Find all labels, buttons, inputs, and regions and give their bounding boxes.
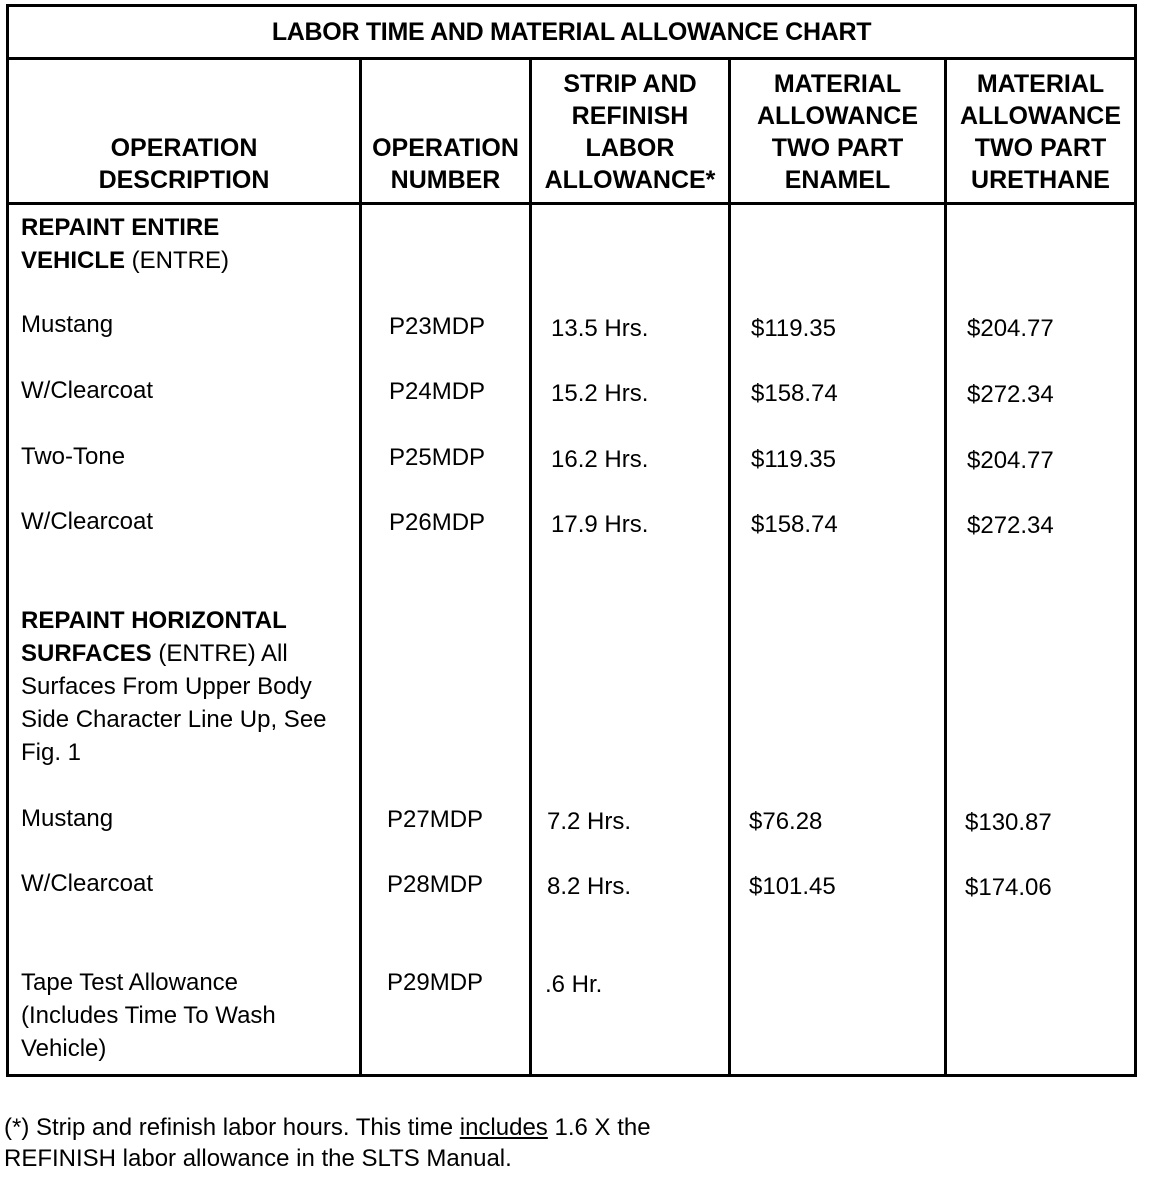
row-labor: 15.2 Hrs. [551,380,649,407]
row-urethane: $130.87 [965,809,1052,836]
row-desc: Mustang [21,805,114,832]
row-op-number: P24MDP [389,378,486,405]
row-enamel: $158.74 [751,380,838,407]
header-line: DESCRIPTION [98,166,270,194]
header-line: MATERIAL [976,70,1105,98]
header-enamel-allowance [731,60,944,202]
row-labor: .6 Hr. [545,971,603,998]
row-enamel: $76.28 [749,808,823,835]
row-urethane: $204.77 [967,447,1054,474]
row-desc: Two-Tone [21,443,126,470]
header-labor-allowance [532,60,728,202]
row-enamel: $158.74 [751,511,838,538]
row-desc: W/Clearcoat [21,870,154,897]
row-labor: 8.2 Hrs. [547,873,632,900]
row-op-number: P28MDP [387,871,484,898]
row-labor: 16.2 Hrs. [551,446,649,473]
header-line: ENAMEL [784,166,891,194]
row-labor: 13.5 Hrs. [551,315,649,342]
header-line: OPERATION [110,134,258,162]
header-line: MATERIAL [773,70,902,98]
column-divider [359,57,362,1074]
row-urethane: $204.77 [967,315,1054,342]
column-divider [944,57,947,1074]
section-subtitle: (ENTRE) [125,247,230,274]
header-line: ALLOWANCE [756,102,919,130]
footnote-text: 1.6 X the REFINISH labor allowance in the SLTS Manual. [4,1114,651,1172]
row-op-number: P29MDP [387,969,484,996]
row-op-number: P26MDP [389,509,486,536]
row-urethane: $174.06 [965,874,1052,901]
row-desc: W/Clearcoat [21,508,154,535]
section-subtitle: (ENTRE) All Surfaces From Upper Body Side Character Line Up, See Fig. 1 [21,640,327,766]
header-divider [9,202,1134,205]
header-operation-description [9,60,359,202]
row-desc: W/Clearcoat [21,377,154,404]
row-op-number: P27MDP [387,806,484,833]
footnote [4,1112,664,1174]
header-line: ALLOWANCE [959,102,1122,130]
header-line: REFINISH [571,102,689,130]
row-desc: Mustang [21,311,114,338]
header-line: URETHANE [971,166,1110,194]
row-enamel: $101.45 [749,873,836,900]
section-repaint-horizontal [21,604,361,769]
chart-title: LABOR TIME AND MATERIAL ALLOWANCE CHART [9,7,1134,60]
header-line: TWO PART [771,134,904,162]
labor-allowance-chart [6,4,1137,1077]
row-labor: 17.9 Hrs. [551,511,649,538]
row-op-number: P23MDP [389,313,486,340]
header-line: LABOR [585,134,675,162]
row-urethane: $272.34 [967,381,1054,408]
column-divider [728,57,731,1074]
section-repaint-entire [21,211,261,277]
section-title: REPAINT ENTIRE VEHICLE [21,214,220,274]
row-desc: Tape Test Allowance (Includes Time To Wash Vehicle) [21,969,276,1062]
section-title: REPAINT HORIZONTAL SURFACES [21,607,287,667]
header-line: TWO PART [974,134,1107,162]
header-line: STRIP AND [563,70,697,98]
header-line: NUMBER [390,166,501,194]
header-line: ALLOWANCE* [544,166,716,194]
header-urethane-allowance [947,60,1134,202]
row-labor: 7.2 Hrs. [547,808,632,835]
row-enamel: $119.35 [751,315,836,342]
row-op-number: P25MDP [389,444,486,471]
header-operation-number [362,60,529,202]
row-urethane: $272.34 [967,512,1054,539]
footnote-underlined: includes [459,1114,548,1141]
column-divider [529,57,532,1074]
header-line: OPERATION [372,134,519,162]
row-enamel: $119.35 [751,446,836,473]
footnote-text: (*) Strip and refinish labor hours. This time [4,1114,460,1141]
